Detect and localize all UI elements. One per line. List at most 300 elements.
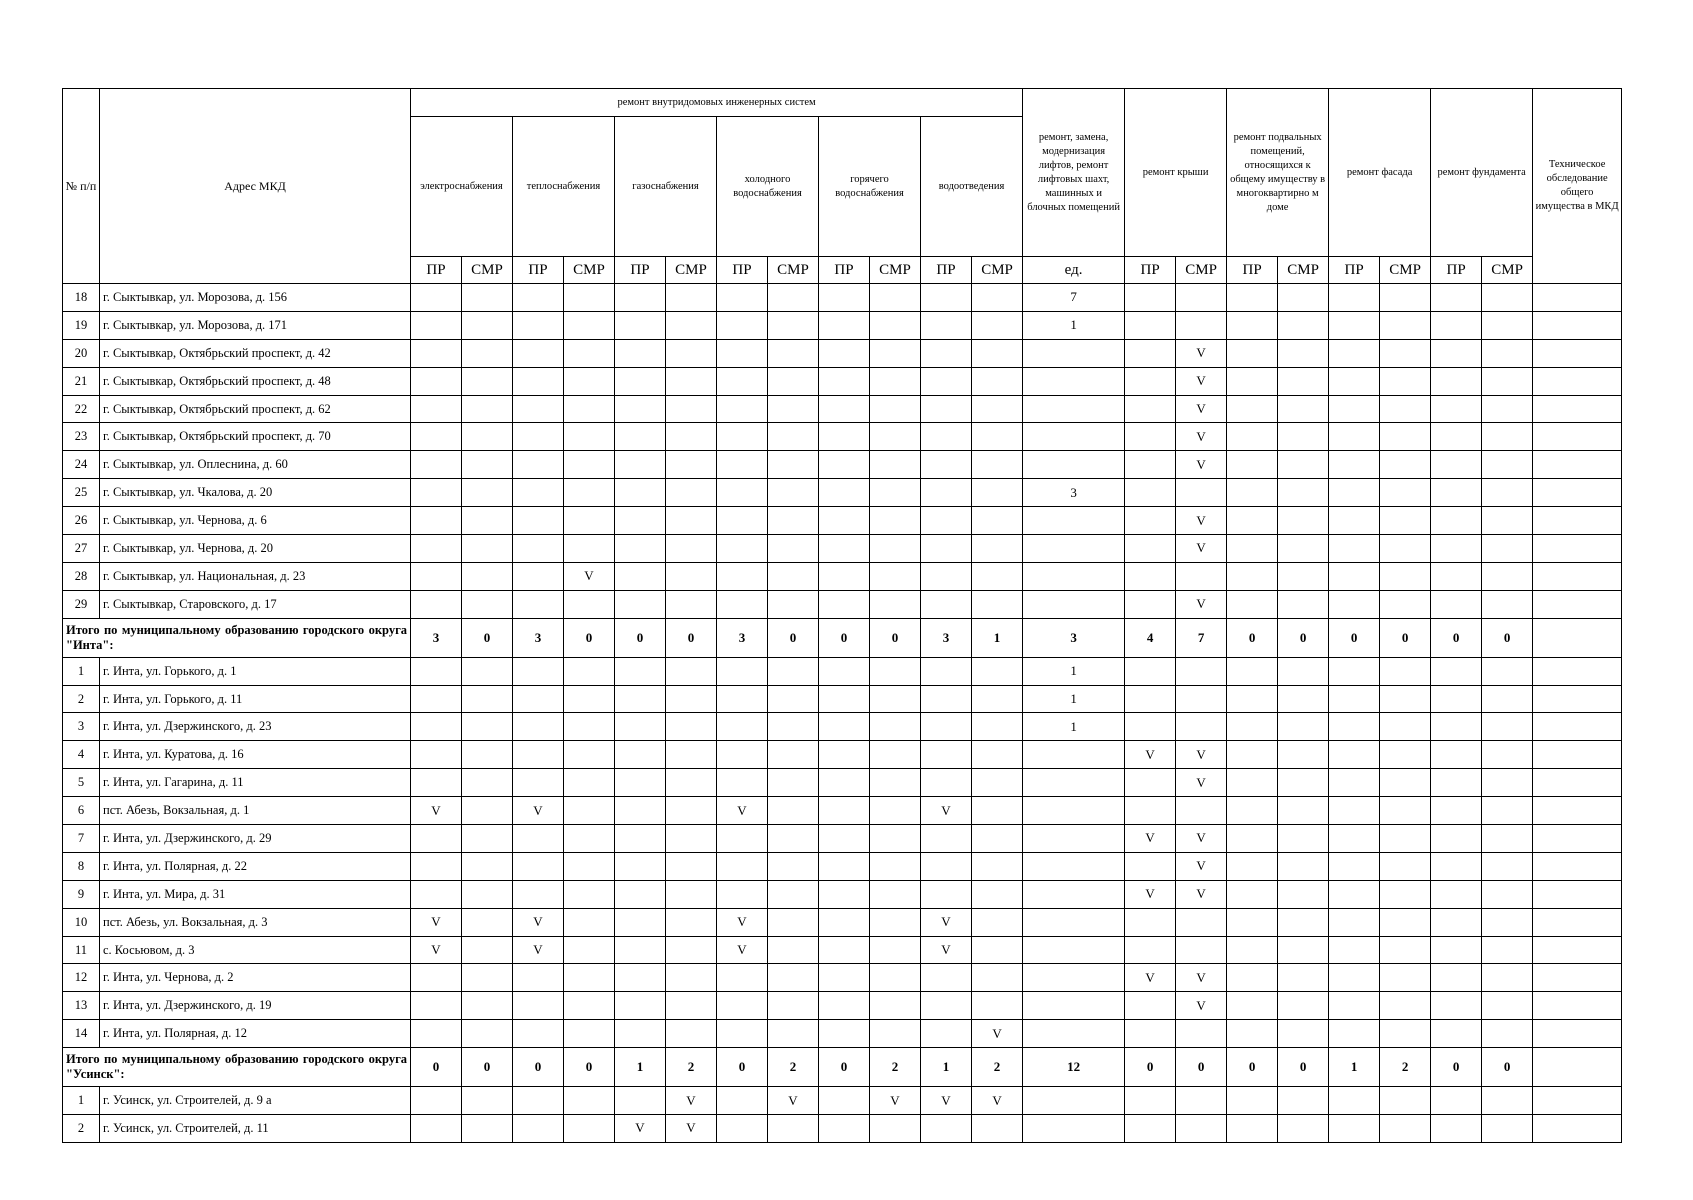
row-cell (870, 741, 921, 769)
row-cell (921, 339, 972, 367)
total-value: 0 (1278, 618, 1329, 657)
row-cell (1176, 685, 1227, 713)
row-cell (1482, 908, 1533, 936)
row-cell (1227, 852, 1278, 880)
row-cell (921, 685, 972, 713)
header-basement: ремонт подвальных помещений, относящихся к общему имуществу в многоквартирно м доме (1227, 89, 1329, 257)
row-cell (1176, 713, 1227, 741)
row-cell (1023, 507, 1125, 535)
row-cell (870, 590, 921, 618)
row-cell (921, 852, 972, 880)
row-cell (1125, 311, 1176, 339)
row-cell (1380, 423, 1431, 451)
row-number: 13 (63, 992, 100, 1020)
row-cell (1023, 1115, 1125, 1143)
row-address: г. Сыктывкар, ул. Чкалова, д. 20 (100, 479, 411, 507)
total-value: 2 (972, 1048, 1023, 1087)
row-cell (564, 395, 615, 423)
row-number: 10 (63, 908, 100, 936)
row-cell (1533, 685, 1622, 713)
table-row (63, 451, 1622, 479)
row-cell (1278, 367, 1329, 395)
row-cell (972, 713, 1023, 741)
row-cell (666, 535, 717, 563)
row-cell (666, 825, 717, 853)
row-cell (411, 339, 462, 367)
row-cell (1125, 936, 1176, 964)
row-cell (564, 284, 615, 312)
row-cell (921, 741, 972, 769)
row-cell (921, 507, 972, 535)
row-cell (564, 657, 615, 685)
row-number: 25 (63, 479, 100, 507)
row-address: г. Усинск, ул. Строителей, д. 11 (100, 1115, 411, 1143)
row-cell (1329, 590, 1380, 618)
row-cell (513, 1115, 564, 1143)
total-value (1533, 618, 1622, 657)
table-row (63, 1115, 1622, 1143)
row-cell (1533, 657, 1622, 685)
row-cell (1380, 1115, 1431, 1143)
subheader-smr: СМР (768, 257, 819, 284)
row-cell (1329, 713, 1380, 741)
row-cell (564, 908, 615, 936)
row-cell (1533, 562, 1622, 590)
row-cell (768, 590, 819, 618)
row-cell (819, 992, 870, 1020)
row-cell (870, 797, 921, 825)
total-value (1533, 1048, 1622, 1087)
row-cell (921, 423, 972, 451)
total-value: 2 (666, 1048, 717, 1087)
row-cell (768, 769, 819, 797)
row-number: 6 (63, 797, 100, 825)
row-cell (717, 535, 768, 563)
row-cell (1329, 741, 1380, 769)
row-cell: V (666, 1115, 717, 1143)
header-lifts: ремонт, замена, модернизация лифтов, ремонт лифтовых шахт, машинных и блочных помещений (1023, 89, 1125, 257)
subheader-smr: СМР (1278, 257, 1329, 284)
row-cell (972, 590, 1023, 618)
row-cell (462, 964, 513, 992)
row-cell (513, 685, 564, 713)
row-cell: V (411, 908, 462, 936)
row-cell (819, 451, 870, 479)
row-cell (462, 992, 513, 1020)
row-cell: V (972, 1020, 1023, 1048)
row-cell (1482, 936, 1533, 964)
row-cell (1329, 451, 1380, 479)
row-cell (513, 1087, 564, 1115)
total-value: 0 (870, 618, 921, 657)
total-label: Итого по муниципальному образованию городского округа "Инта": (63, 618, 411, 657)
row-cell: V (666, 1087, 717, 1115)
row-cell (870, 1115, 921, 1143)
row-cell (1023, 423, 1125, 451)
row-cell (462, 311, 513, 339)
row-cell (1329, 797, 1380, 825)
row-cell (513, 769, 564, 797)
row-number: 1 (63, 1087, 100, 1115)
row-address: г. Сыктывкар, ул. Морозова, д. 171 (100, 311, 411, 339)
row-cell (1431, 479, 1482, 507)
header-number: № п/п (63, 89, 100, 284)
row-cell (1227, 1087, 1278, 1115)
row-cell (1023, 451, 1125, 479)
subheader-pr: ПР (1329, 257, 1380, 284)
row-cell (819, 797, 870, 825)
total-value: 0 (1329, 618, 1380, 657)
header-address: Адрес МКД (100, 89, 411, 284)
row-cell (1278, 1020, 1329, 1048)
total-value: 3 (411, 618, 462, 657)
row-cell: V (1125, 880, 1176, 908)
row-cell (921, 535, 972, 563)
row-cell: V (1176, 590, 1227, 618)
row-cell (411, 1115, 462, 1143)
row-cell (819, 423, 870, 451)
row-cell (615, 423, 666, 451)
row-cell (1125, 769, 1176, 797)
row-cell (564, 367, 615, 395)
row-cell (1329, 1087, 1380, 1115)
total-value: 0 (1176, 1048, 1227, 1087)
row-cell (1431, 423, 1482, 451)
row-cell (1533, 367, 1622, 395)
row-cell (411, 685, 462, 713)
row-cell (870, 1020, 921, 1048)
row-cell (1125, 479, 1176, 507)
row-cell (1431, 741, 1482, 769)
total-value: 1 (1329, 1048, 1380, 1087)
row-cell (717, 1087, 768, 1115)
row-cell (1533, 1115, 1622, 1143)
row-cell (462, 1087, 513, 1115)
row-cell (1533, 741, 1622, 769)
subheader-smr: СМР (870, 257, 921, 284)
row-cell (1533, 507, 1622, 535)
row-cell (1380, 1087, 1431, 1115)
row-cell (972, 741, 1023, 769)
row-cell (1023, 339, 1125, 367)
row-cell (1380, 311, 1431, 339)
row-cell (1125, 339, 1176, 367)
row-cell (411, 507, 462, 535)
row-cell (1329, 964, 1380, 992)
row-cell (666, 590, 717, 618)
row-cell (1278, 395, 1329, 423)
row-cell (972, 964, 1023, 992)
row-cell (717, 769, 768, 797)
row-cell (513, 590, 564, 618)
row-number: 9 (63, 880, 100, 908)
row-cell (513, 311, 564, 339)
row-cell (411, 964, 462, 992)
row-cell (411, 657, 462, 685)
row-cell (717, 507, 768, 535)
row-cell (870, 880, 921, 908)
row-cell (1227, 284, 1278, 312)
row-cell (972, 395, 1023, 423)
row-cell (768, 1020, 819, 1048)
row-cell (717, 479, 768, 507)
row-cell (1176, 1020, 1227, 1048)
row-cell (1227, 825, 1278, 853)
row-cell (1380, 535, 1431, 563)
row-cell (819, 311, 870, 339)
row-cell: V (1125, 741, 1176, 769)
row-cell (1380, 451, 1431, 479)
row-cell (1278, 908, 1329, 936)
row-cell (1278, 685, 1329, 713)
table-row (63, 741, 1622, 769)
row-address: г. Сыктывкар, ул. Чернова, д. 20 (100, 535, 411, 563)
row-cell (1227, 479, 1278, 507)
row-cell (870, 657, 921, 685)
row-number: 19 (63, 311, 100, 339)
row-cell (870, 535, 921, 563)
row-cell (462, 423, 513, 451)
row-address: г. Инта, ул. Полярная, д. 22 (100, 852, 411, 880)
row-number: 20 (63, 339, 100, 367)
row-cell (972, 367, 1023, 395)
row-cell (972, 769, 1023, 797)
row-cell (768, 535, 819, 563)
row-cell (1125, 562, 1176, 590)
row-cell (717, 852, 768, 880)
row-cell (1431, 657, 1482, 685)
row-address: г. Сыктывкар, Октябрьский проспект, д. 48 (100, 367, 411, 395)
total-value: 4 (1125, 618, 1176, 657)
row-cell (513, 852, 564, 880)
row-cell (768, 825, 819, 853)
row-cell (1329, 908, 1380, 936)
row-cell (1125, 395, 1176, 423)
row-cell: 3 (1023, 479, 1125, 507)
row-cell (870, 507, 921, 535)
row-cell (1380, 852, 1431, 880)
row-cell (717, 339, 768, 367)
row-cell (1023, 880, 1125, 908)
row-cell (1482, 657, 1533, 685)
row-cell (1176, 1087, 1227, 1115)
row-cell (972, 657, 1023, 685)
row-cell (1023, 936, 1125, 964)
row-cell (462, 769, 513, 797)
row-cell (666, 769, 717, 797)
row-cell (819, 562, 870, 590)
row-cell (1380, 936, 1431, 964)
row-cell (768, 479, 819, 507)
row-address: г. Инта, ул. Горького, д. 11 (100, 685, 411, 713)
row-number: 26 (63, 507, 100, 535)
row-cell (513, 507, 564, 535)
row-cell (462, 451, 513, 479)
row-cell (870, 852, 921, 880)
row-cell (1278, 936, 1329, 964)
table-row (63, 825, 1622, 853)
row-cell (513, 1020, 564, 1048)
subheader-pr: ПР (819, 257, 870, 284)
row-cell (411, 880, 462, 908)
total-value: 2 (768, 1048, 819, 1087)
row-cell (819, 741, 870, 769)
subheader-ed: ед. (1023, 257, 1125, 284)
total-value: 2 (870, 1048, 921, 1087)
row-cell (666, 423, 717, 451)
total-label: Итого по муниципальному образованию городского округа "Усинск": (63, 1048, 411, 1087)
row-cell (666, 284, 717, 312)
row-cell (411, 852, 462, 880)
row-cell (819, 284, 870, 312)
row-cell: V (513, 797, 564, 825)
row-cell: V (921, 908, 972, 936)
row-cell: V (972, 1087, 1023, 1115)
row-cell (411, 1020, 462, 1048)
row-cell (921, 395, 972, 423)
row-cell (1023, 825, 1125, 853)
row-cell (615, 1087, 666, 1115)
row-cell (870, 479, 921, 507)
row-cell (819, 395, 870, 423)
row-address: г. Усинск, ул. Строителей, д. 9 а (100, 1087, 411, 1115)
row-cell (615, 395, 666, 423)
row-address: с. Косьювом, д. 3 (100, 936, 411, 964)
row-number: 22 (63, 395, 100, 423)
row-cell (1329, 1020, 1380, 1048)
row-cell (972, 936, 1023, 964)
row-cell (717, 685, 768, 713)
subheader-pr: ПР (717, 257, 768, 284)
row-cell (1329, 284, 1380, 312)
row-cell (1431, 535, 1482, 563)
row-cell: V (1176, 769, 1227, 797)
row-cell: V (921, 797, 972, 825)
row-cell (819, 339, 870, 367)
row-cell (1278, 507, 1329, 535)
row-cell (1023, 964, 1125, 992)
row-cell: V (768, 1087, 819, 1115)
row-cell (1227, 741, 1278, 769)
row-cell (1278, 1087, 1329, 1115)
row-cell (462, 479, 513, 507)
total-value: 0 (1431, 1048, 1482, 1087)
row-cell (1482, 311, 1533, 339)
row-cell (1329, 657, 1380, 685)
row-cell (921, 562, 972, 590)
row-cell (564, 1087, 615, 1115)
row-cell: V (513, 908, 564, 936)
total-value: 0 (1431, 618, 1482, 657)
row-cell (1431, 1115, 1482, 1143)
row-cell (666, 908, 717, 936)
row-cell (1227, 657, 1278, 685)
row-cell (1227, 769, 1278, 797)
total-value: 7 (1176, 618, 1227, 657)
row-cell (564, 992, 615, 1020)
total-value: 1 (921, 1048, 972, 1087)
row-cell: 1 (1023, 685, 1125, 713)
total-value: 0 (513, 1048, 564, 1087)
row-cell (921, 590, 972, 618)
row-cell (972, 685, 1023, 713)
row-cell (1227, 713, 1278, 741)
row-cell (1227, 311, 1278, 339)
row-cell (1176, 797, 1227, 825)
row-cell (564, 685, 615, 713)
row-cell (768, 1115, 819, 1143)
row-cell (513, 741, 564, 769)
row-cell (972, 908, 1023, 936)
row-cell: V (1176, 825, 1227, 853)
row-cell (870, 992, 921, 1020)
row-cell (1482, 713, 1533, 741)
row-cell (462, 713, 513, 741)
row-cell (513, 535, 564, 563)
row-cell (1533, 713, 1622, 741)
row-cell (564, 311, 615, 339)
row-cell (513, 339, 564, 367)
row-cell (666, 479, 717, 507)
row-cell (411, 311, 462, 339)
row-address: г. Инта, ул. Мира, д. 31 (100, 880, 411, 908)
row-cell (1329, 535, 1380, 563)
row-cell (1329, 825, 1380, 853)
row-number: 1 (63, 657, 100, 685)
row-cell (972, 507, 1023, 535)
row-cell (819, 590, 870, 618)
row-cell (1176, 657, 1227, 685)
row-cell (513, 284, 564, 312)
row-cell (1482, 992, 1533, 1020)
row-cell (1023, 367, 1125, 395)
table-row (63, 1087, 1622, 1115)
row-cell (1380, 825, 1431, 853)
row-cell (1278, 451, 1329, 479)
row-cell (411, 992, 462, 1020)
table-row (63, 367, 1622, 395)
row-cell (1380, 880, 1431, 908)
row-cell (411, 479, 462, 507)
row-cell (1176, 908, 1227, 936)
total-value: 0 (768, 618, 819, 657)
row-cell (1533, 880, 1622, 908)
row-cell (666, 451, 717, 479)
row-cell (1431, 880, 1482, 908)
row-cell (1176, 562, 1227, 590)
row-cell (972, 825, 1023, 853)
row-cell (1278, 852, 1329, 880)
row-cell (972, 562, 1023, 590)
total-value: 12 (1023, 1048, 1125, 1087)
row-cell (1227, 797, 1278, 825)
row-cell (768, 423, 819, 451)
row-cell (1380, 1020, 1431, 1048)
row-address: г. Инта, ул. Чернова, д. 2 (100, 964, 411, 992)
row-cell (1278, 713, 1329, 741)
row-cell (462, 590, 513, 618)
header-inner-systems: ремонт внутридомовых инженерных систем (411, 89, 1023, 117)
row-cell (666, 507, 717, 535)
row-cell (1227, 562, 1278, 590)
total-value: 0 (1227, 618, 1278, 657)
row-cell (513, 992, 564, 1020)
row-cell (717, 1020, 768, 1048)
row-cell (972, 423, 1023, 451)
row-number: 5 (63, 769, 100, 797)
total-value: 0 (1380, 618, 1431, 657)
row-cell (1278, 423, 1329, 451)
